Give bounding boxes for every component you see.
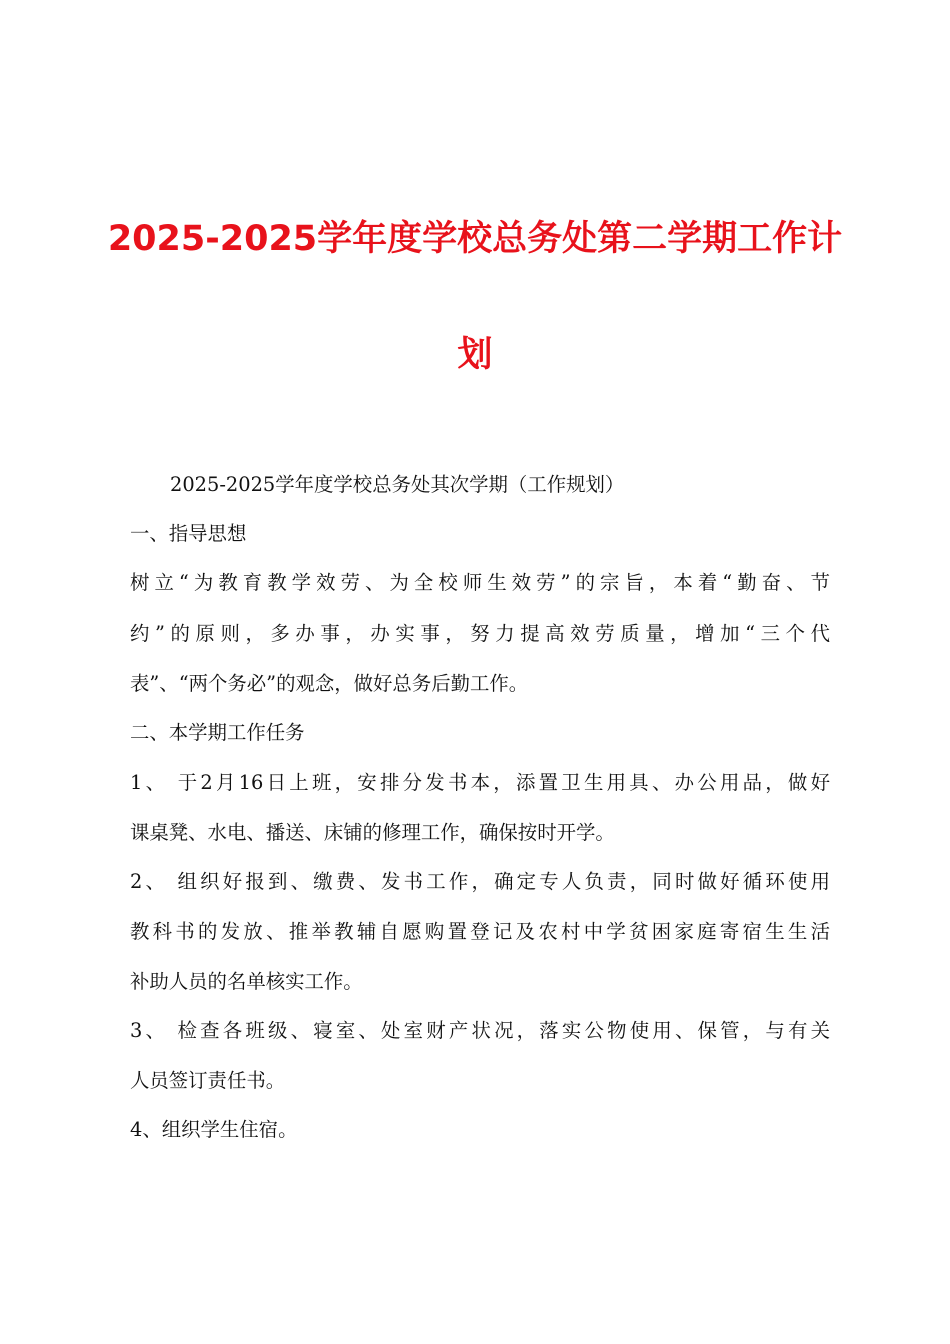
- list-item-2-line-2: 教科书的发放、推举教辅自愿购置登记及农村中学贫困家庭寄宿生生活: [130, 920, 830, 943]
- list-item-3-line-1: 3、 检查各班级、寝室、处室财产状况，落实公物使用、保管，与有关: [130, 1019, 830, 1042]
- list-item-3-line-2: 人员签订责任书。: [130, 1069, 286, 1092]
- paragraph-line: 约”的原则，多办事，办实事，努力提高效劳质量，增加“三个代: [130, 622, 830, 645]
- document-title-line-1: 2025-2025学年度学校总务处第二学期工作计: [107, 219, 843, 259]
- paragraph-line: 树立“为教育教学效劳、为全校师生效劳”的宗旨，本着“勤奋、节: [130, 571, 830, 594]
- list-item-4-line-1: 4、组织学生住宿。: [130, 1118, 298, 1141]
- document-subtitle: 2025-2025学年度学校总务处其次学期（工作规划）: [170, 473, 625, 496]
- document-title-line-2: 划: [457, 335, 493, 375]
- section-heading-guiding-ideology: 一、指导思想: [130, 522, 247, 545]
- section-heading-semester-tasks: 二、本学期工作任务: [130, 721, 305, 744]
- list-item-1-line-2: 课桌凳、水电、播送、床铺的修理工作，确保按时开学。: [130, 821, 615, 844]
- list-item-1-line-1: 1、 于2月16日上班，安排分发书本，添置卫生用具、办公用品，做好: [130, 771, 830, 794]
- list-item-2-line-3: 补助人员的名单核实工作。: [130, 970, 363, 993]
- list-item-2-line-1: 2、 组织好报到、缴费、发书工作，确定专人负责，同时做好循环使用: [130, 870, 830, 893]
- paragraph-line: 表”、“两个务必”的观念，做好总务后勤工作。: [130, 672, 529, 695]
